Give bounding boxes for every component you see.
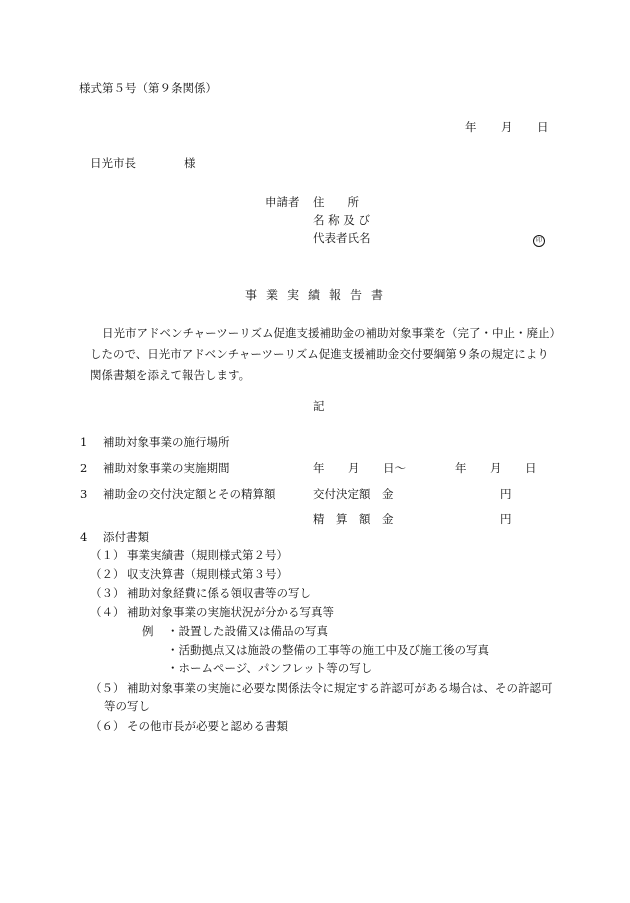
item-3-number: 3 [80, 487, 88, 501]
seal-icon: 印 [533, 235, 545, 247]
example-label: 例 [142, 624, 154, 638]
settled-yen: 円 [500, 512, 512, 526]
body-paragraph [90, 323, 560, 386]
seal-mark [533, 230, 545, 247]
item-3-label: 補助金の交付決定額とその精算額 [103, 487, 276, 501]
attachment-5-text: 補助対象事業の実施に必要な関係法令に規定する許認可がある場合は、その許認可 [127, 681, 553, 695]
item-1-number: 1 [80, 435, 88, 449]
name-label: 名 称 及 び [313, 213, 370, 227]
addressee-name: 日光市長 [90, 156, 136, 170]
decided-yen: 円 [500, 487, 512, 501]
item-2-number: 2 [80, 461, 88, 475]
ki-heading: 記 [313, 399, 325, 413]
example-item-3: ・ホームページ、パンフレット等の写し [167, 661, 373, 675]
form-number: 様式第５号（第９条関係） [79, 81, 217, 95]
period-end-day: 日 [525, 461, 537, 475]
date-year: 年 [465, 120, 477, 134]
decided-amount-label: 交付決定額 金 [313, 487, 394, 501]
addressee-honorific: 様 [184, 156, 196, 170]
attachment-1-text: 事業実績書（規則様式第２号） [127, 548, 288, 562]
period-start-year: 年 [313, 461, 325, 475]
settled-amount-label: 精 算 額 金 [313, 512, 394, 526]
example-item-1: ・設置した設備又は備品の写真 [167, 624, 328, 638]
attachment-5-number: （５） [90, 681, 125, 695]
address-label: 住 所 [313, 195, 359, 209]
representative-label: 代表者氏名 [313, 231, 371, 245]
attachment-5-continuation: 等の写し [104, 699, 150, 713]
period-end-month: 月 [490, 461, 502, 475]
item-4-number: 4 [80, 530, 88, 544]
attachment-4-number: （４） [90, 605, 125, 619]
item-4-label: 添付書類 [103, 530, 149, 544]
item-1-label: 補助対象事業の施行場所 [103, 435, 230, 449]
body-text: 日光市アドベンチャーツーリズム促進支援補助金の補助対象事業を（完了・中止・廃止）したので、日光市アドベンチャーツーリズム促進支援補助金交付要綱第９条の規定により関係書類を添えて報告します。 [90, 326, 556, 382]
period-end-year: 年 [455, 461, 467, 475]
applicant-label: 申請者 [265, 195, 300, 209]
document-title: 事業実績報告書 [245, 288, 393, 302]
date-month: 月 [501, 120, 513, 134]
item-2-label: 補助対象事業の実施期間 [103, 461, 230, 475]
attachment-6-text: その他市長が必要と認める書類 [127, 719, 288, 733]
attachment-4-text: 補助対象事業の実施状況が分かる写真等 [127, 605, 334, 619]
attachment-2-text: 収支決算書（規則様式第３号） [127, 567, 288, 581]
attachment-3-text: 補助対象経費に係る領収書等の写し [127, 586, 311, 600]
attachment-6-number: （６） [90, 719, 125, 733]
attachment-3-number: （３） [90, 586, 125, 600]
date-day: 日 [537, 120, 549, 134]
period-start-month: 月 [348, 461, 360, 475]
attachment-1-number: （１） [90, 548, 125, 562]
attachment-2-number: （２） [90, 567, 125, 581]
example-item-2: ・活動拠点又は施設の整備の工事等の施工中及び施工後の写真 [167, 643, 489, 657]
period-start-day: 日～ [383, 461, 406, 475]
